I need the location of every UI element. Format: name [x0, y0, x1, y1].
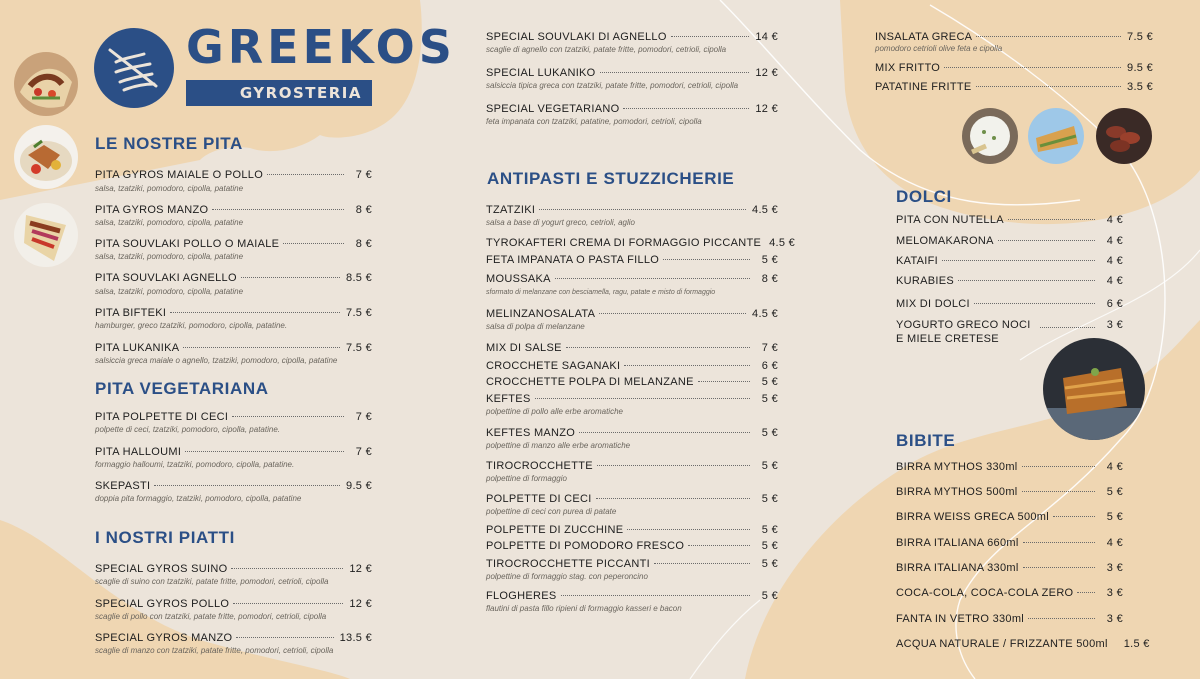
menu-item: POLPETTE DI ZUCCHINE 5 €	[486, 524, 778, 536]
brand-name: GREEKOS	[186, 20, 456, 74]
menu-item-desc: polpettine di ceci con purea di patate	[486, 507, 617, 516]
menu-item-desc: feta impanata con tzatziki, patatine, pomodori, cetrioli, cipolla	[486, 117, 702, 126]
menu-item: PITA LUKANIKA 7.5 €	[95, 342, 372, 354]
gyro-icon	[94, 28, 174, 108]
menu-item: FANTA IN VETRO 330ml 3 €	[896, 613, 1123, 625]
menu-item: BIRRA WEISS GRECA 500ml 5 €	[896, 511, 1123, 523]
menu-item: MOUSSAKA 8 €	[486, 273, 778, 285]
menu-item-desc: scaglie di agnello con tzatziki, patate fritte, pomodori, cetrioli, cipolla	[486, 45, 727, 54]
menu-item: TIROCROCCHETTE PICCANTI 5 €	[486, 558, 778, 570]
menu-item: YOGURTO GRECO NOCI E MIELE CRETESE 3 €	[896, 319, 1123, 345]
menu-item: PITA POLPETTE DI CECI 7 €	[95, 411, 372, 423]
menu-item-desc: salsa, tzatziki, pomodoro, cipolla, patatine	[95, 252, 244, 261]
menu-item-desc: polpettine di formaggio stag. con peperoncino	[486, 572, 648, 581]
menu-item: BIRRA ITALIANA 660ml 4 €	[896, 537, 1123, 549]
menu-item-desc: scaglie di suino con tzatziki, patate fritte, pomodori, cetrioli, cipolla	[95, 577, 329, 586]
menu-item: PITA GYROS MAIALE O POLLO 7 €	[95, 169, 372, 181]
menu-item: MIX DI DOLCI 6 €	[896, 298, 1123, 310]
pita-plate-photo	[14, 125, 78, 189]
menu-item: TYROKAFTERI CREMA DI FORMAGGIO PICCANTE 4.5 €	[486, 237, 796, 249]
menu-item: TZATZIKI 4.5 €	[486, 204, 778, 216]
menu-item-desc: hamburger, greco tzatziki, pomodoro, cipolla, patatine.	[95, 321, 288, 330]
menu-item: PITA BIFTEKI 7.5 €	[95, 307, 372, 319]
menu-item: BIRRA MYTHOS 330ml 4 €	[896, 461, 1123, 473]
menu-item-desc: formaggio halloumi, tzatziki, pomodoro, cipolla, patatine.	[95, 460, 295, 469]
menu-item-desc: salsiccia greca maiale o agnello, tzatziki, pomodoro, cipolla, patatine	[95, 356, 338, 365]
menu-item-desc: polpette di ceci, tzatziki, pomodoro, cipolla, patatine.	[95, 425, 280, 434]
menu-item: PATATINE FRITTE 3.5 €	[875, 81, 1153, 93]
pita-wrap-photo	[14, 203, 78, 267]
menu-item: BIRRA ITALIANA 330ml 3 €	[896, 562, 1123, 574]
spanakopita-photo	[1028, 108, 1084, 164]
baklava-photo	[1043, 338, 1145, 440]
menu-item: FETA IMPANATA O PASTA FILLO 5 €	[486, 254, 778, 266]
menu-item: CROCCHETE SAGANAKI 6 €	[486, 360, 778, 372]
section-title-vegetariana: PITA VEGETARIANA	[95, 379, 269, 398]
menu-item-desc: scaglie di pollo con tzatziki, patate fritte, pomodori, cetrioli, cipolla	[95, 612, 327, 621]
menu-item: MELOMAKARONA 4 €	[896, 235, 1123, 247]
menu-item-desc: polpettine di formaggio	[486, 474, 567, 483]
menu-item-desc: salsa, tzatziki, pomodoro, cipolla, patatine	[95, 184, 244, 193]
menu-item-desc: polpettine di manzo alle erbe aromatiche	[486, 441, 631, 450]
menu-item-desc: sformato di melanzane con besciamella, ragu, patate e misto di formaggio	[486, 289, 716, 296]
menu-item: POLPETTE DI POMODORO FRESCO 5 €	[486, 540, 778, 552]
menu-item: CROCCHETTE POLPA DI MELANZANE 5 €	[486, 376, 778, 388]
menu-item: TIROCROCCHETTE 5 €	[486, 460, 778, 472]
menu-item-desc: flautini di pasta fillo ripieni di formaggio kasseri e bacon	[486, 604, 682, 613]
menu-item: PITA HALLOUMI 7 €	[95, 446, 372, 458]
menu-item: FLOGHERES 5 €	[486, 590, 778, 602]
menu-item: KEFTES 5 €	[486, 393, 778, 405]
menu-item: COCA-COLA, COCA-COLA ZERO 3 €	[896, 587, 1123, 599]
menu-item: PITA GYROS MANZO 8 €	[95, 204, 372, 216]
menu-item: SPECIAL LUKANIKO 12 €	[486, 67, 778, 79]
menu-item: POLPETTE DI CECI 5 €	[486, 493, 778, 505]
menu-item-desc: salsa a base di yogurt greco, cetrioli, aglio	[486, 218, 635, 227]
menu-item: BIRRA MYTHOS 500ml 5 €	[896, 486, 1123, 498]
menu-item: MELINZANOSALATA 4.5 €	[486, 308, 778, 320]
menu-item: SPECIAL VEGETARIANO 12 €	[486, 103, 778, 115]
menu-item-desc: scaglie di manzo con tzatziki, patate fritte, pomodori, cetrioli, cipolla	[95, 646, 334, 655]
brand-subtitle: GYROSTERIA	[186, 80, 372, 106]
menu-item: PITA SOUVLAKI POLLO O MAIALE 8 €	[95, 238, 372, 250]
menu-item-desc: salsa, tzatziki, pomodoro, cipolla, patatine	[95, 218, 244, 227]
menu-item: KEFTES MANZO 5 €	[486, 427, 778, 439]
menu-item: SKEPASTI 9.5 €	[95, 480, 372, 492]
menu-item: SPECIAL GYROS MANZO 13.5 €	[95, 632, 372, 644]
brand-logo	[94, 20, 456, 110]
section-title-dolci: DOLCI	[896, 187, 952, 206]
section-title-piatti: I NOSTRI PIATTI	[95, 528, 235, 547]
menu-item: KATAIFI 4 €	[896, 255, 1123, 267]
menu-item-desc: polpettine di pollo alle erbe aromatiche	[486, 407, 623, 416]
menu-item: SPECIAL SOUVLAKI DI AGNELLO 14 €	[486, 31, 778, 43]
menu-item: PITA CON NUTELLA 4 €	[896, 214, 1123, 226]
menu-item: INSALATA GRECA 7.5 €	[875, 31, 1153, 43]
menu-item: PITA SOUVLAKI AGNELLO 8.5 €	[95, 272, 372, 284]
menu-item: SPECIAL GYROS POLLO 12 €	[95, 598, 372, 610]
pita-gyros-photo	[14, 52, 78, 116]
section-title-antipasti: ANTIPASTI E STUZZICHERIE	[487, 169, 735, 188]
menu-item: MIX DI SALSE 7 €	[486, 342, 778, 354]
menu-item: KURABIES 4 €	[896, 275, 1123, 287]
menu-item: MIX FRITTO 9.5 €	[875, 62, 1153, 74]
tzatziki-photo	[962, 108, 1018, 164]
keftes-photo	[1096, 108, 1152, 164]
menu-item-desc: pomodoro cetrioli olive feta e cipolla	[875, 44, 1003, 53]
section-title-bibite: BIBITE	[896, 431, 956, 450]
section-title-pita: LE NOSTRE PITA	[95, 134, 243, 153]
menu-item: SPECIAL GYROS SUINO 12 €	[95, 563, 372, 575]
menu-item-desc: salsiccia tipica greca con tzatziki, patate fritte, pomodori, cetrioli, cipolla	[486, 81, 739, 90]
menu-item: ACQUA NATURALE / FRIZZANTE 500ml 1.5 €	[896, 638, 1150, 650]
menu-item-desc: salsa, tzatziki, pomodoro, cipolla, patatine	[95, 287, 244, 296]
menu-item-desc: salsa di polpa di melanzane	[486, 322, 585, 331]
menu-item-desc: doppia pita formaggio, tzatziki, pomodoro, cipolla, patatine	[95, 494, 302, 503]
